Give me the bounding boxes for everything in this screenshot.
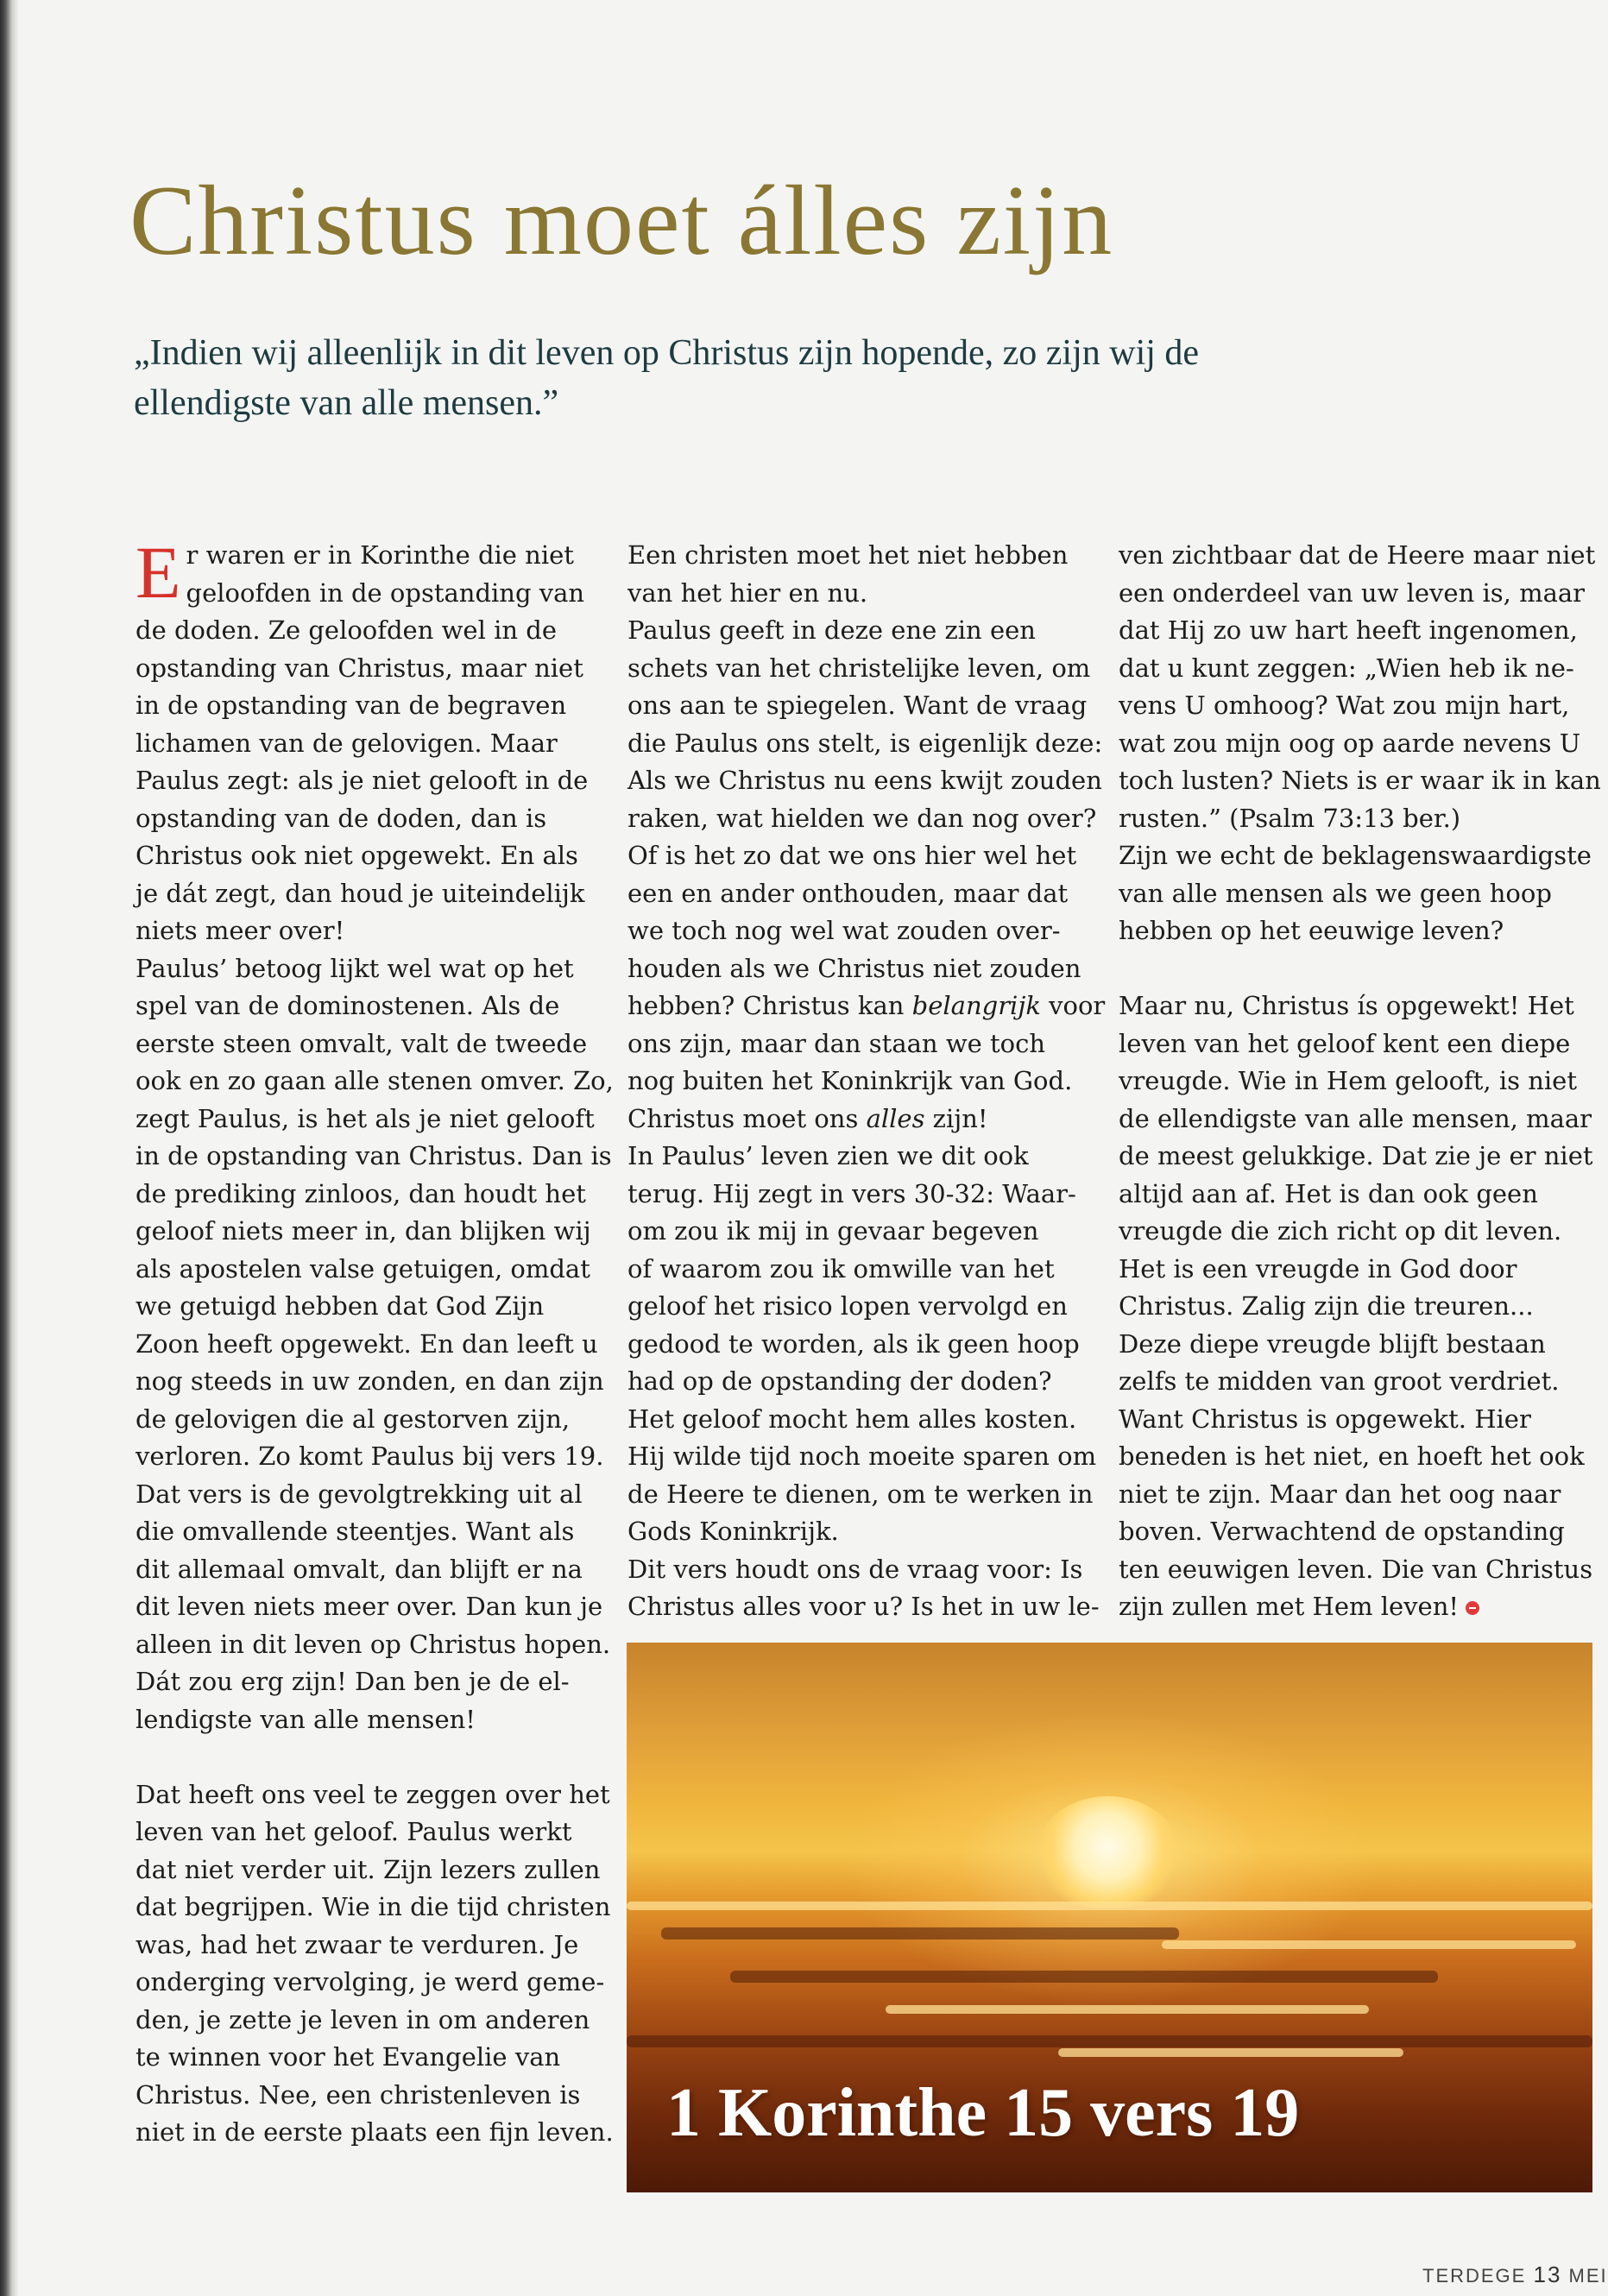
text-column-3 [1119, 537, 1601, 1626]
sunset-photo [627, 1643, 1592, 2192]
text-line: lendigste van alle mensen! [136, 1704, 476, 1734]
text-line: in de opstanding van de begraven [136, 691, 567, 720]
text-line: hebben? Christus kan belangrijk voor [627, 991, 1106, 1020]
cloud-streak [661, 1927, 1179, 1940]
article-subtitle [134, 328, 1428, 428]
paragraph-gap [1119, 950, 1589, 988]
text-line: ook en zo gaan alle stenen omver. Zo, [136, 1066, 614, 1095]
cloud-streak [1058, 2048, 1403, 2057]
text-line: Want Christus is opgewekt. Hier [1119, 1403, 1531, 1434]
text-line: geloofden in de opstanding van [186, 577, 585, 608]
text-line: Christus. Nee, een christenleven is [136, 2079, 581, 2110]
cloud-streak [886, 2005, 1369, 2014]
photo-caption: 1 Korinthe 15 vers 19 [666, 2075, 1300, 2151]
cloud-streak [627, 1902, 1592, 1910]
text-line: een en ander onthouden, maar dat [627, 878, 1069, 908]
cloud-streak [1162, 1940, 1576, 1949]
text-line: die omvallende steentjes. Want als [136, 1517, 575, 1546]
article-title: Christus moet álles zijn [129, 166, 1114, 276]
text-line: rusten.” (Psalm 73:13 ber.) [1119, 803, 1461, 833]
text-line: In Paulus’ leven zien we dit ook [627, 1141, 1029, 1170]
text-line: als apostelen valse getuigen, omdat [136, 1253, 590, 1284]
text-line: Christus moet ons alles zijn! [627, 1103, 988, 1133]
text-line: altijd aan af. Het is dan ook geen [1119, 1178, 1538, 1208]
text-line: Christus ook niet opgewekt. En als [136, 841, 578, 870]
text-line: Hij wilde tijd noch moeite sparen om [627, 1441, 1097, 1471]
text-line: houden als we Christus niet zouden [627, 953, 1081, 983]
text-line: zelfs te midden van groot verdriet. [1119, 1366, 1560, 1396]
text-line: om zou ik mij in gevaar begeven [627, 1216, 1039, 1246]
text-line: Deze diepe vreugde blijft bestaan [1119, 1328, 1546, 1359]
text-line: we getuigd hebben dat God Zijn [136, 1291, 545, 1321]
text-line: of waarom zou ik omwille van het [627, 1253, 1055, 1284]
text-line: gedood te worden, als ik geen hoop [627, 1328, 1080, 1359]
text-line: Dát zou erg zijn! Dan ben je de el- [136, 1667, 570, 1696]
text-line: de gelovigen die al gestorven zijn, [136, 1403, 571, 1434]
text-line: Als we Christus nu eens kwijt zouden [627, 766, 1102, 795]
paragraph-gap [136, 1738, 606, 1776]
text-line: terug. Hij zegt in vers 30-32: Waar- [627, 1178, 1076, 1208]
text-line: wat zou mijn oog op aarde nevens U [1119, 728, 1581, 758]
text-line: niet in de eerste plaats een fijn leven. [136, 2117, 614, 2147]
text-line: nog steeds in uw zonden, en dan zijn [136, 1366, 604, 1396]
text-line: vreugde die zich richt op dit leven. [1119, 1216, 1562, 1246]
text-line: de doden. Ze geloofden wel in de [136, 615, 557, 645]
text-line: alleen in dit leven op Christus hopen. [136, 1629, 611, 1659]
text-line: Zijn we echt de beklagenswaardigste [1119, 841, 1592, 870]
text-line: Christus alles voor u? Is het in uw le- [627, 1592, 1100, 1621]
text-line: vens U omhoog? Wat zou mijn hart, [1119, 691, 1570, 720]
text-line: Zoon heeft opgewekt. En dan leeft u [136, 1328, 598, 1359]
text-line: een onderdeel van uw leven is, maar [1119, 577, 1586, 608]
page-number: 13 [1533, 2261, 1562, 2287]
text-line: nog buiten het Koninkrijk van God. [627, 1066, 1073, 1095]
text-line: Het is een vreugde in God door [1119, 1253, 1517, 1284]
text-line: je dát zegt, dan houd je uiteindelijk [136, 878, 585, 908]
text-line: Dat vers is de gevolgtrekking uit al [136, 1479, 583, 1509]
text-line: dat niet verder uit. Zijn lezers zullen [136, 1854, 601, 1884]
text-line: Paulus’ betoog lijkt wel wat op het [136, 953, 574, 983]
text-line: Dat heeft ons veel te zeggen over het [136, 1779, 610, 1809]
text-line: boven. Verwachtend de opstanding [1119, 1517, 1565, 1546]
text-line: hebben op het eeuwige leven? [1119, 916, 1504, 945]
text-line: in de opstanding van Christus. Dan is [136, 1141, 612, 1170]
text-line: dit leven niets meer over. Dan kun je [136, 1592, 603, 1621]
emphasis: alles [866, 1103, 925, 1133]
text-line: de meest gelukkige. Dat zie je er niet [1119, 1141, 1593, 1170]
text-line: te winnen voor het Evangelie van [136, 2042, 561, 2072]
text-line: toch lusten? Niets is er waar ik in kan [1119, 766, 1601, 795]
page-footer [1422, 2261, 1608, 2288]
text-line: van alle mensen als we geen hoop [1119, 878, 1552, 908]
text-line: die Paulus ons stelt, is eigenlijk deze: [627, 728, 1103, 758]
text-line: Paulus geeft in deze ene zin een [627, 615, 1036, 645]
text-line: niets meer over! [136, 916, 345, 945]
subtitle-line: „Indien wij alleenlijk in dit leven op Christus zijn hopende, zo zijn wij de [134, 333, 1200, 373]
text-line: Of is het zo dat we ons hier wel het [627, 841, 1077, 870]
text-line: r waren er in Korinthe die niet [186, 540, 574, 570]
text-line: verloren. Zo komt Paulus bij vers 19. [136, 1441, 604, 1471]
text-line: van het hier en nu. [627, 577, 868, 608]
text-line: lichamen van de gelovigen. Maar [136, 728, 558, 758]
text-line: had op de opstanding der doden? [627, 1366, 1052, 1396]
text-line: leven van het geloof. Paulus werkt [136, 1817, 572, 1846]
text-line: Christus. Zalig zijn die treuren... [1119, 1291, 1534, 1321]
page-binding-edge [0, 0, 19, 2296]
text-column-2 [627, 537, 1106, 1626]
text-line: de prediking zinloos, dan houdt het [136, 1178, 586, 1208]
text-line: Dit vers houdt ons de vraag voor: Is [627, 1554, 1083, 1584]
text-line: leven van het geloof kent een diepe [1119, 1028, 1571, 1058]
text-line: vreugde. Wie in Hem gelooft, is niet [1119, 1066, 1577, 1095]
text-line: zijn zullen met Hem leven! [1119, 1588, 1589, 1626]
text-line: den, je zette je leven in om anderen [136, 2004, 590, 2034]
text-line: niet te zijn. Maar dan het oog naar [1119, 1479, 1561, 1509]
text-column-1 [136, 531, 614, 2152]
end-mark-icon [1466, 1601, 1479, 1615]
text-line: Maar nu, Christus ís opgewekt! Het [1119, 991, 1574, 1020]
text-line: spel van de dominostenen. Als de [136, 991, 560, 1020]
dropcap-letter: E [136, 531, 181, 614]
emphasis: belangrijk [911, 991, 1041, 1020]
text-line: raken, wat hielden we dan nog over? [627, 803, 1097, 833]
text-line: dat begrijpen. Wie in die tijd christen [136, 1892, 611, 1921]
sun-icon [1037, 1796, 1179, 1908]
text-line: de ellendigste van alle mensen, maar [1119, 1103, 1592, 1133]
text-line: schets van het christelijke leven, om [627, 653, 1091, 683]
text-line: onderging vervolging, je werd geme- [136, 1967, 605, 1996]
text-line: opstanding van de doden, dan is [136, 803, 547, 833]
text-line: ten eeuwigen leven. Die van Christus [1119, 1554, 1593, 1584]
text-line: geloof het risico lopen vervolgd en [627, 1291, 1068, 1321]
text-line: dat Hij zo uw hart heeft ingenomen, [1119, 615, 1578, 645]
cloud-streak [730, 1971, 1438, 1983]
text-line: Gods Koninkrijk. [627, 1517, 839, 1546]
text-line: opstanding van Christus, maar niet [136, 653, 583, 683]
text-line: zegt Paulus, is het als je niet gelooft [136, 1103, 595, 1133]
text-line: ven zichtbaar dat de Heere maar niet [1119, 540, 1596, 570]
text-line: Paulus zegt: als je niet gelooft in de [136, 766, 589, 795]
text-line: ons aan te spiegelen. Want de vraag [627, 691, 1088, 720]
text-line: was, had het zwaar te verduren. Je [136, 1929, 579, 1959]
text-line: de Heere te dienen, om te werken in [627, 1479, 1094, 1509]
text-line: ons zijn, maar dan staan we toch [627, 1028, 1046, 1058]
text-line: beneden is het niet, en hoeft het ook [1119, 1441, 1585, 1471]
text-line: Het geloof mocht hem alles kosten. [627, 1403, 1077, 1434]
text-line: Een christen moet het niet hebben [627, 540, 1069, 570]
cloud-streak [627, 2035, 1592, 2047]
text-line: dit allemaal omvalt, dan blijft er na [136, 1554, 583, 1584]
magazine-name: TERDEGE [1422, 2265, 1527, 2287]
text-line: we toch nog wel wat zouden over- [627, 916, 1061, 945]
text-line: dat u kunt zeggen: „Wien heb ik ne- [1119, 653, 1574, 683]
subtitle-line: ellendigste van alle mensen.” [134, 383, 559, 423]
text-line: geloof niets meer in, dan blijken wij [136, 1216, 591, 1246]
text-line: eerste steen omvalt, valt de tweede [136, 1028, 588, 1058]
issue-month: MEI [1568, 2265, 1608, 2287]
